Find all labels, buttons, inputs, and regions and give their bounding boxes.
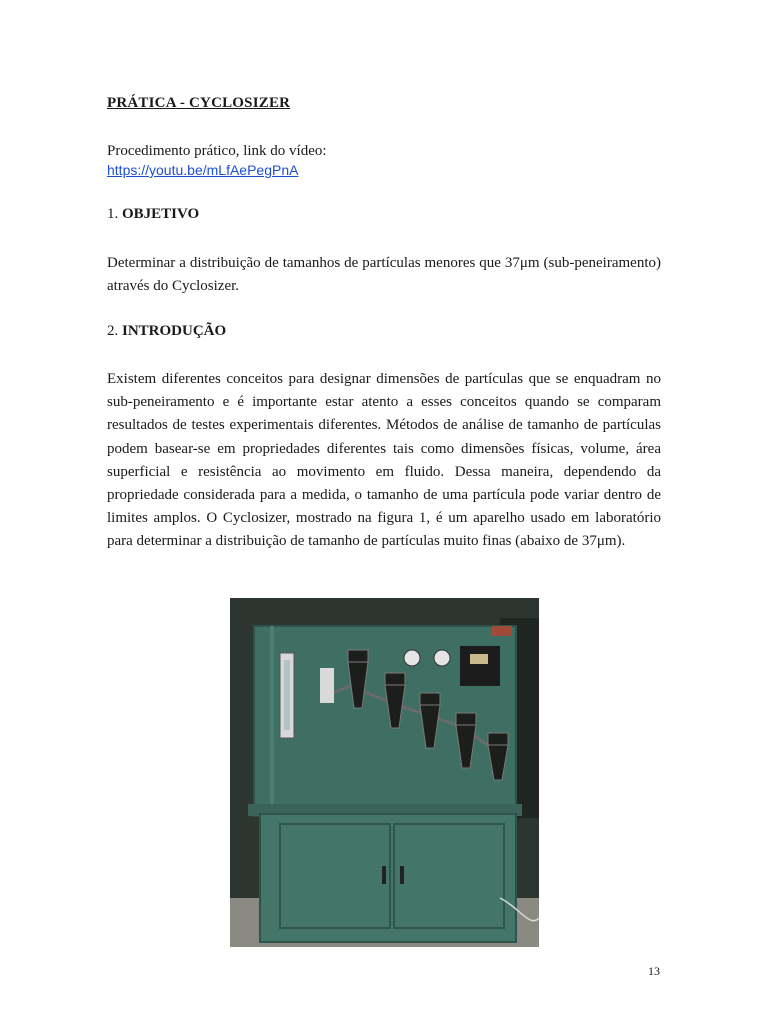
section-number: 2.: [107, 323, 119, 339]
section-heading-introducao: [107, 323, 226, 340]
section-title: OBJETIVO: [122, 206, 200, 222]
cyclosizer-illustration: [230, 598, 539, 947]
section-title: INTRODUÇÃO: [122, 323, 227, 339]
section-heading-objetivo: [107, 206, 199, 223]
introduction-paragraph: Existem diferentes conceitos para designar dimensões de partículas que se enquadram no sub-peneiramento e é importante estar atento a esses conceitos quando se comparam resultados de testes experimentais diferentes. Métodos de análise de tamanho de partículas podem basear-se em propriedades diferentes tais como dimensões físicas, volume, área superficial e resistência ao movimento em fluido. Dessa maneira, dependendo da propriedade considerada para a medida, o tamanho de uma partícula pode variar dentro de limites amplos. O Cyclosizer, mostrado na figura 1, é um aparelho usado em laboratório para determinar a distribuição de tamanho de partículas muito finas (abaixo de 37μm).: [107, 371, 661, 550]
procedure-text: Procedimento prático, link do vídeo:: [107, 143, 327, 159]
page-number: 13: [648, 964, 660, 978]
cyclosizer-photo: [230, 598, 539, 947]
video-link[interactable]: https://youtu.be/mLfAePegPnA: [107, 162, 299, 178]
document-title: PRÁTICA - CYCLOSIZER: [107, 95, 291, 111]
objective-paragraph: Determinar a distribuição de tamanhos de partículas menores que 37μm (sub-peneiramento) através do Cyclosizer.: [107, 255, 661, 295]
procedure-block: [107, 142, 327, 180]
section-number: 1.: [107, 206, 119, 222]
